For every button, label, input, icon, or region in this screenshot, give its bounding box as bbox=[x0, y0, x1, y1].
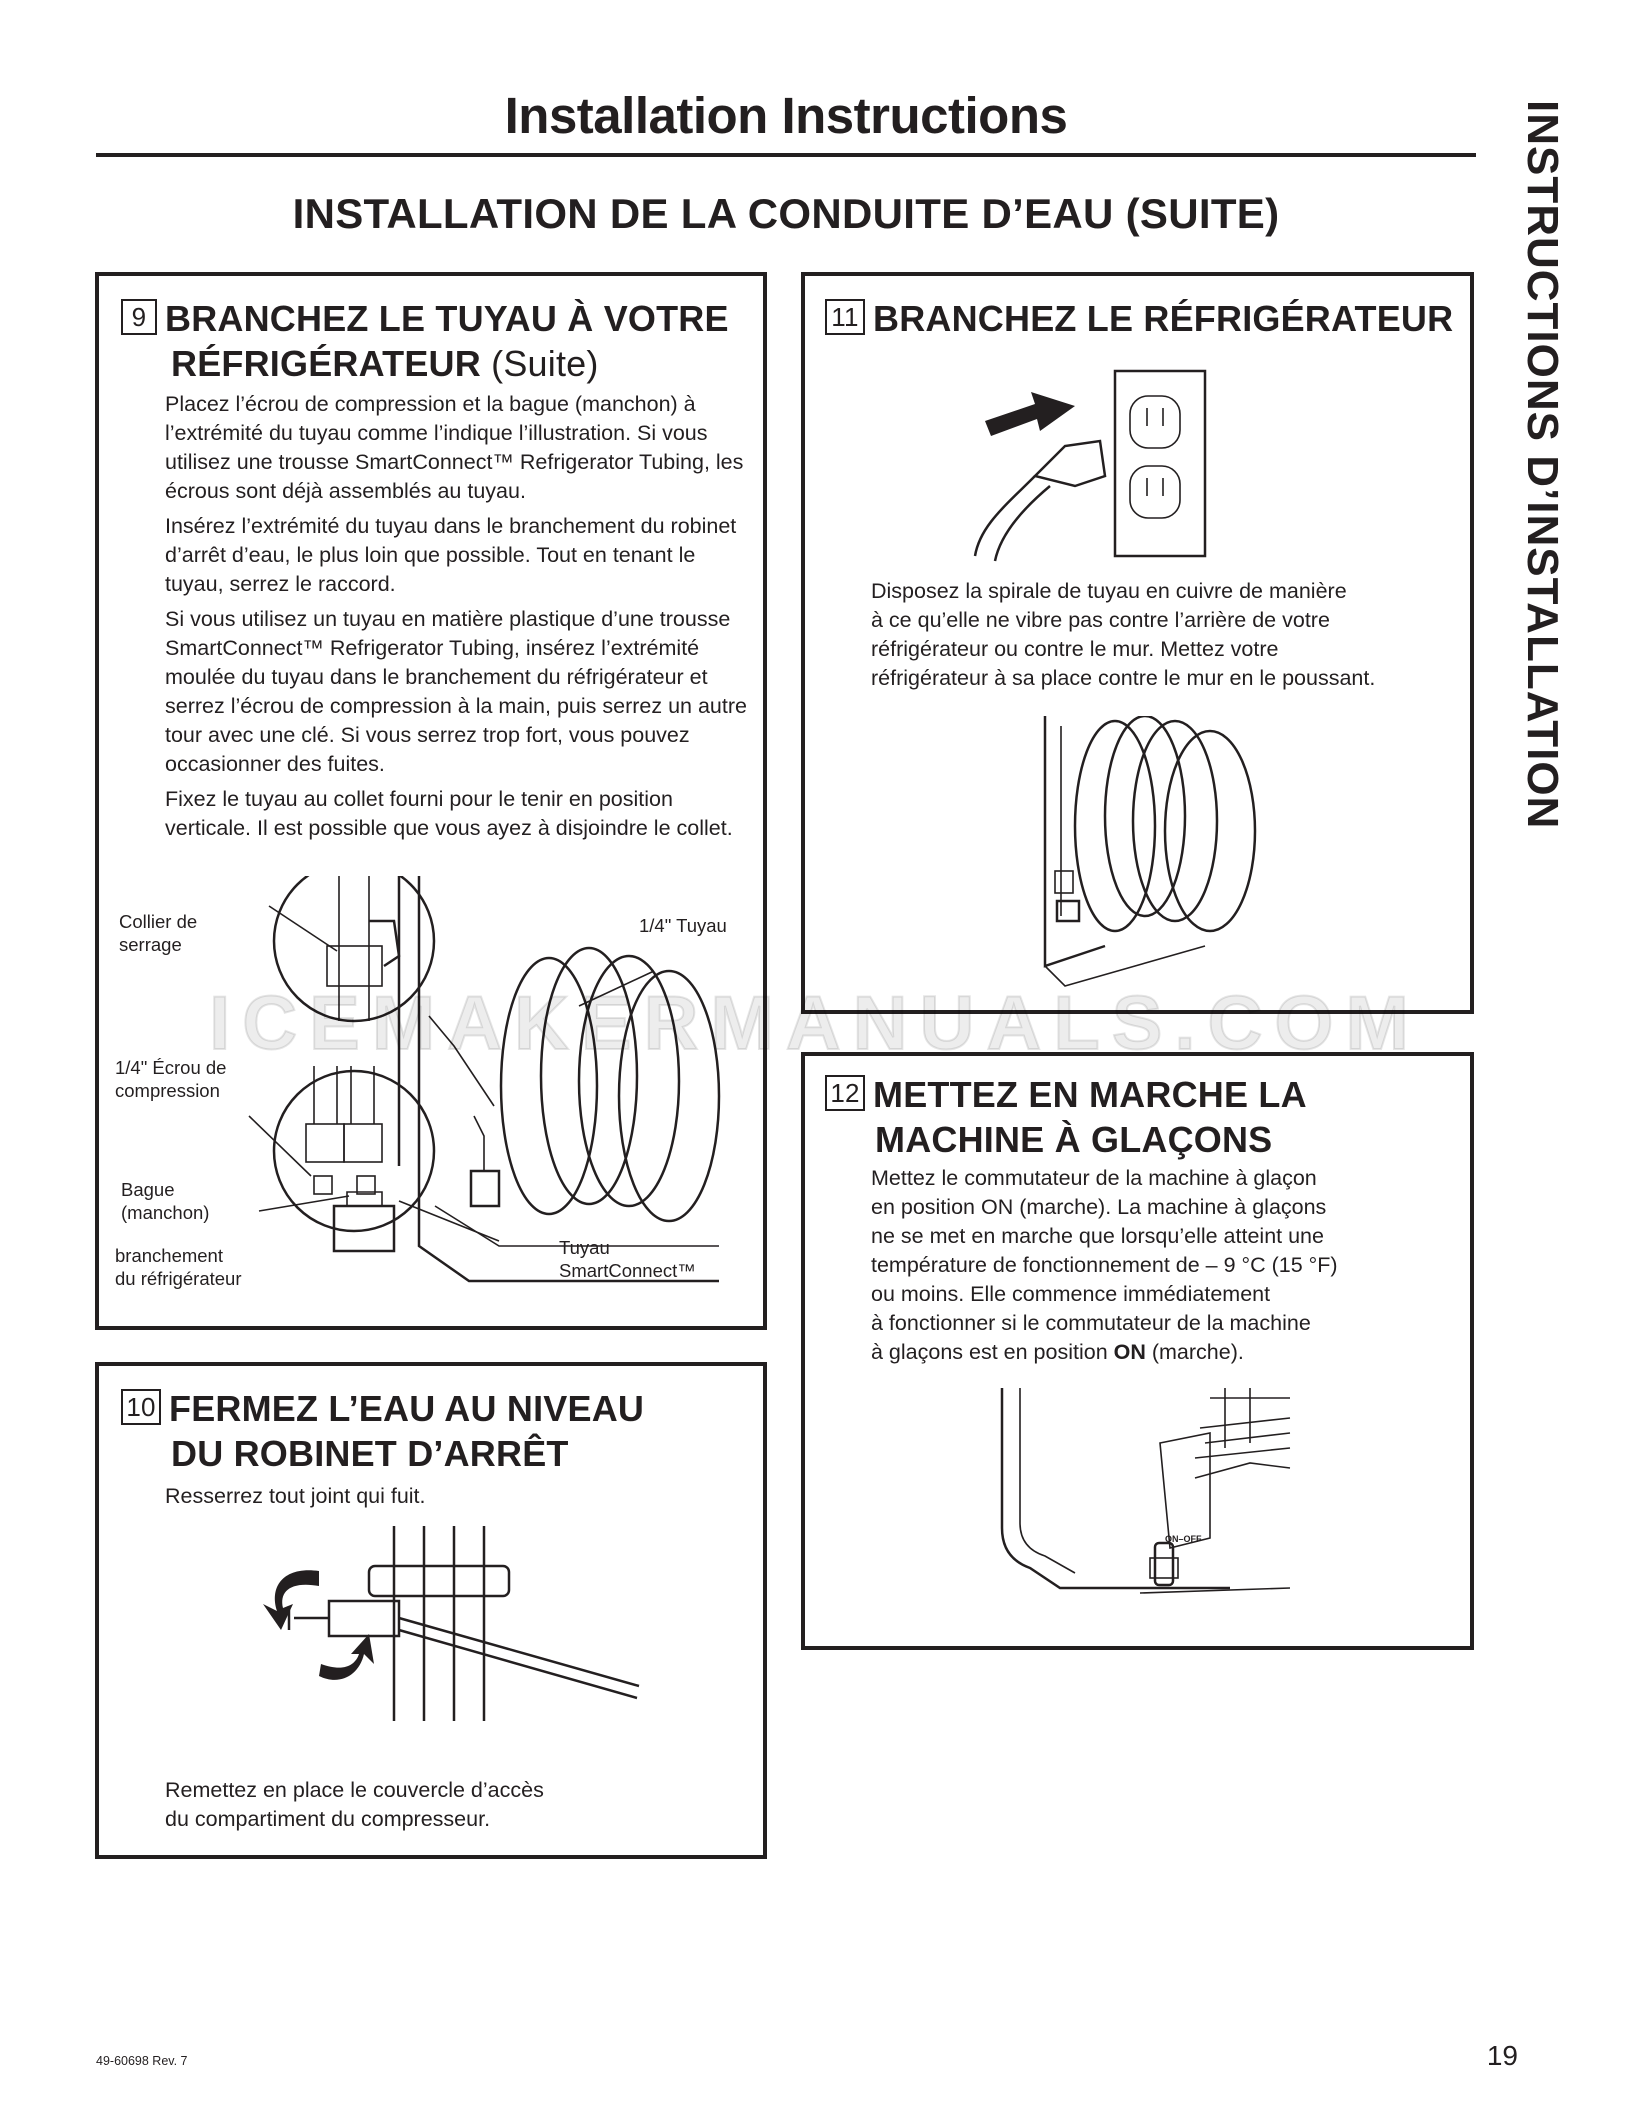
label-smartconnect-tube: Tuyau SmartConnect™ bbox=[559, 1237, 696, 1281]
side-tab-label: INSTRUCTIONS D’INSTALLATION bbox=[1518, 100, 1567, 830]
step-11-text: Disposez la spirale de tuyau en cuivre de manière à ce qu’elle ne vibre pas contre l’arrière de votre réfrigérateur ou contre le mur. Mettez votre réfrigérateur à sa place contre le mur en le poussant. bbox=[871, 579, 1376, 690]
step-9-title-line2: RÉFRIGÉRATEUR (Suite) bbox=[171, 343, 599, 384]
step-9-box bbox=[95, 272, 767, 1330]
step-9-title-suffix: (Suite) bbox=[491, 343, 599, 384]
step-9-paragraph: Insérez l’extrémité du tuyau dans le branchement du robinet d’arrêt d’eau, le plus loin que possible. Tout en tenant le tuyau, serrez le raccord. bbox=[165, 514, 737, 596]
step-10-closing-text: Remettez en place le couvercle d’accès du compartiment du compresseur. bbox=[165, 1778, 544, 1831]
step-9-title-line1: 9 BRANCHEZ LE TUYAU À VOTRE bbox=[121, 296, 751, 341]
step-11-box bbox=[801, 272, 1474, 1014]
switch-label: ON–OFF bbox=[1165, 1534, 1202, 1544]
step-12-title-line2: MACHINE À GLAÇONS bbox=[875, 1119, 1273, 1160]
step-10-box bbox=[95, 1362, 767, 1859]
step-9-paragraph: Fixez le tuyau au collet fourni pour le tenir en position verticale. Il est possible que vous ayez à disjoindre le collet. bbox=[165, 787, 733, 840]
label-tube: 1/4" Tuyau bbox=[639, 915, 727, 936]
document-number: 49-60698 Rev. 7 bbox=[96, 2054, 188, 2068]
watermark: ICEMAKERMANUALS.COM bbox=[209, 981, 1421, 1066]
step-10-text: Resserrez tout joint qui fuit. bbox=[165, 1484, 426, 1508]
step-9-number: 9 bbox=[121, 299, 157, 335]
label-clamp: Collier de serrage bbox=[119, 911, 198, 955]
step-9-paragraph: Si vous utilisez un tuyau en matière plastique d’une trousse SmartConnect™ Refrigerator Tubing, insérez l’extrémité moulée du tuyau dans le branchement du réfrigérateur et serrez l’écrou de compression à la main, puis serrez un autre tour avec une clé. Si vous serrez trop fort, vous pouvez occasionner des fuites. bbox=[165, 607, 747, 776]
step-12-box bbox=[801, 1052, 1474, 1650]
shutoff-valve-illustration bbox=[259, 1526, 659, 1726]
step-10-title-line1: 10 FERMEZ L’EAU AU NIVEAU bbox=[121, 1386, 751, 1431]
step-9-paragraph: Placez l’écrou de compression et la bague (manchon) à l’extrémité du tuyau comme l’indique l’illustration. Si vous utilisez une trousse SmartConnect™ Refrigerator Tubing, les écrous sont déjà assemblés au tuyau. bbox=[165, 392, 744, 503]
copper-tubing-coil-illustration bbox=[1025, 716, 1285, 1001]
icemaker-switch-illustration bbox=[1000, 1388, 1300, 1648]
step-10-title-line2: DU ROBINET D’ARRÊT bbox=[171, 1433, 569, 1474]
step-12-number: 12 bbox=[825, 1075, 865, 1111]
step-9-header bbox=[121, 296, 751, 386]
label-refrigerator-connection: branchement du réfrigérateur bbox=[115, 1245, 242, 1289]
page-header-title: Installation Instructions bbox=[504, 87, 1068, 144]
step-11-number: 11 bbox=[825, 299, 865, 335]
step-12-text: Mettez le commutateur de la machine à glaçon en position ON (marche). La machine à glaçons ne se met en marche que lorsqu’elle atteint une température de fonctionnement de – 9 °C (15 °F) ou moins. Elle commence immédiatement à fonctionner si le commutateur de la machine à glaçons est en position ON (marche). bbox=[871, 1166, 1338, 1364]
label-sleeve: Bague (manchon) bbox=[121, 1179, 210, 1223]
step-11-title: 11 BRANCHEZ LE RÉFRIGÉRATEUR bbox=[825, 296, 1465, 341]
step-10-header bbox=[121, 1386, 751, 1476]
page-number: 19 bbox=[1486, 2040, 1518, 2071]
step-9-text bbox=[165, 390, 755, 849]
section-title: INSTALLATION DE LA CONDUITE D’EAU (SUITE) bbox=[292, 190, 1280, 237]
step-10-number: 10 bbox=[121, 1389, 161, 1425]
step-12-title-line1: 12 METTEZ EN MARCHE LA bbox=[825, 1072, 1465, 1117]
label-compression-nut: 1/4" Écrou de compression bbox=[115, 1057, 227, 1101]
wall-outlet-plug-illustration bbox=[965, 366, 1265, 566]
step-12-header bbox=[825, 1072, 1465, 1162]
header-rule bbox=[96, 153, 1476, 157]
step-11-header bbox=[825, 296, 1465, 341]
